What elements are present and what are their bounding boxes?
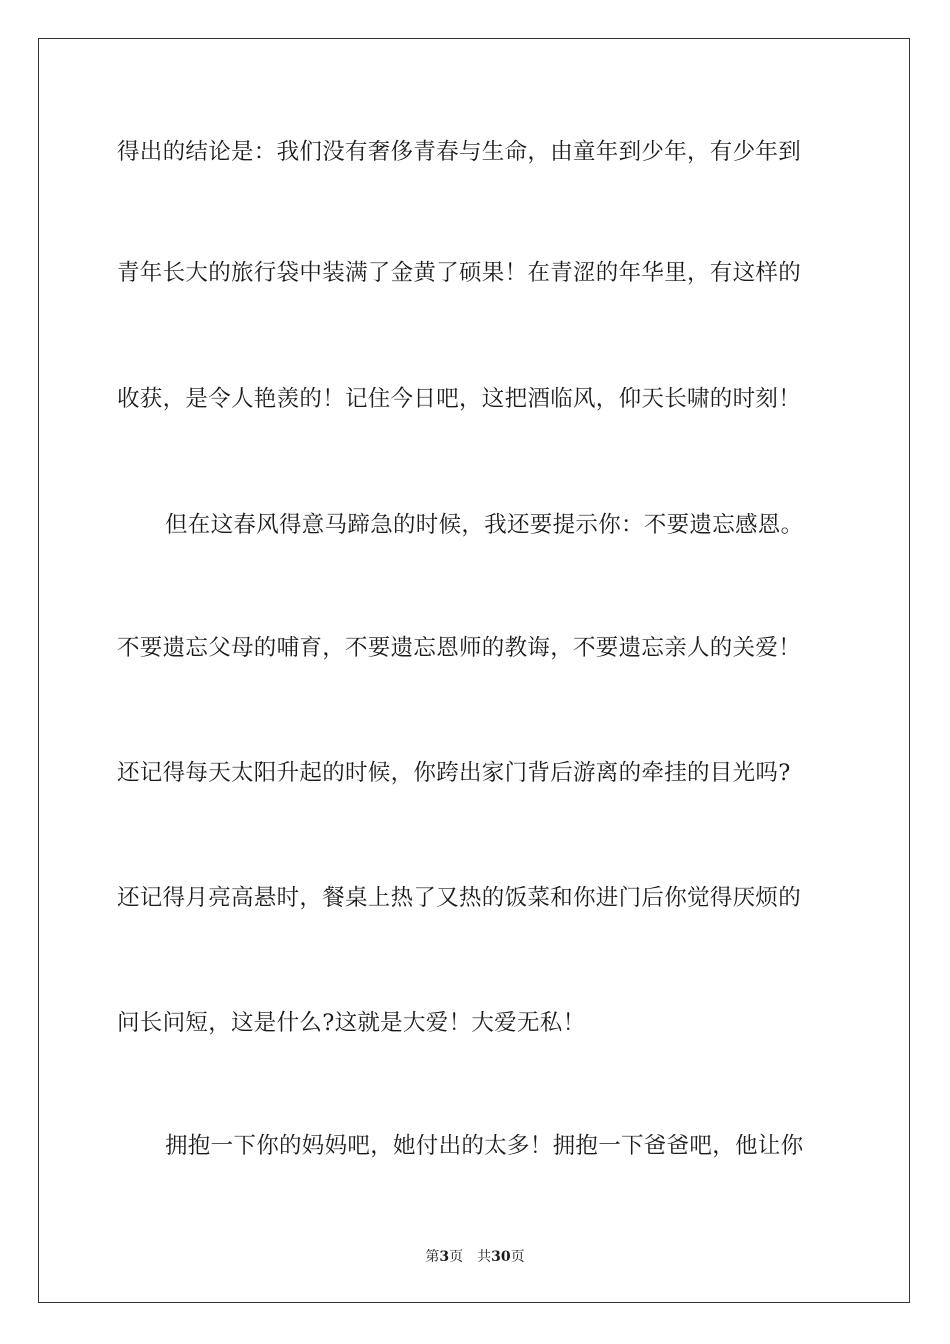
footer-total-prefix: 共 xyxy=(477,1249,492,1265)
text-line-9: 拥抱一下你的妈妈吧，她付出的太多！拥抱一下爸爸吧，他让你 xyxy=(165,1133,804,1159)
footer-page-number: 3 xyxy=(439,1249,450,1265)
text-line-5: 不要遗忘父母的哺育，不要遗忘恩师的教诲，不要遗忘亲人的关爱！ xyxy=(117,635,802,661)
text-line-2: 青年长大的旅行袋中装满了金黄了硕果！在青涩的年华里，有这样的 xyxy=(117,260,802,286)
text-line-4: 但在这春风得意马蹄急的时候，我还要提示你：不要遗忘感恩。 xyxy=(165,512,804,538)
text-line-3: 收获，是令人艳羡的！记住今日吧，这把酒临风，仰天长啸的时刻！ xyxy=(117,386,802,412)
page-footer xyxy=(0,1248,950,1266)
footer-total-suffix: 页 xyxy=(510,1249,525,1265)
text-line-7: 还记得月亮高悬时，餐桌上热了又热的饭菜和你进门后你觉得厌烦的 xyxy=(117,885,802,911)
footer-total-pages: 30 xyxy=(491,1249,511,1265)
text-line-8: 问长问短，这是什么?这就是大爱！大爱无私！ xyxy=(117,1010,586,1036)
footer-page-prefix: 第 xyxy=(425,1249,440,1265)
page-border xyxy=(38,38,910,1303)
text-line-6: 还记得每天太阳升起的时候，你跨出家门背后游离的牵挂的目光吗? xyxy=(117,760,791,786)
footer-page-suffix: 页 xyxy=(449,1249,464,1265)
text-line-1: 得出的结论是：我们没有奢侈青春与生命，由童年到少年，有少年到 xyxy=(117,139,802,165)
